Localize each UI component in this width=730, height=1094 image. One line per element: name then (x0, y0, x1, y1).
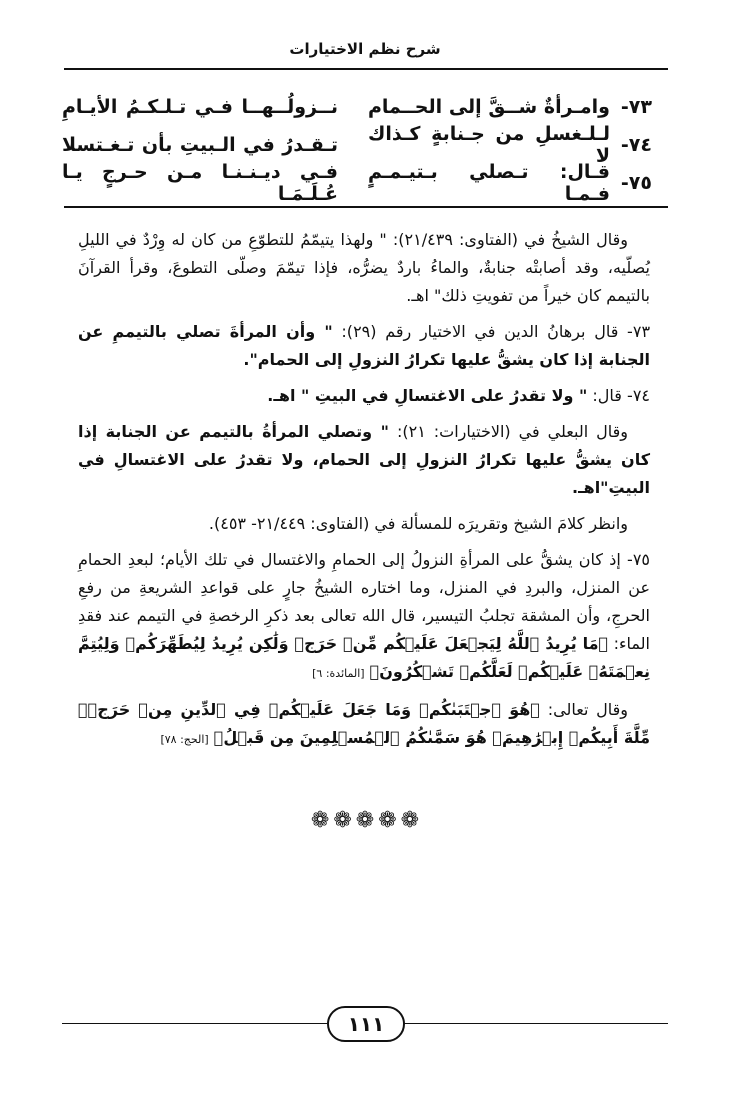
paragraph-second-verse (78, 696, 650, 754)
verse-second-hemistich: نــزولُــهــا فـي تـلـكـمُ الأيـامِ (62, 96, 338, 118)
quran-quote: ﴿مَا يُرِيدُ ٱللَّهُ لِيَجۡعَلَ عَلَيۡكُم مِّنۡ حَرَجٖ وَلَٰكِن يُرِيدُ لِيُطَهِّرَكُمۡ وَلِيُتِمَّ نِعۡمَتَهُۥ عَلَيۡكُمۡ لَعَلَّكُمۡ تَشۡكُرُونَ﴾ (78, 634, 650, 681)
verse-first-hemistich: قـال: تـصلي بـتيـمـمٍ فـمـا (368, 161, 610, 205)
verse-first-hemistich: لـلـغسلِ من جـنابةٍ كـذاك لا (368, 123, 610, 167)
running-header-title: شرح نظم الاختيارات (289, 40, 441, 58)
verse-block (62, 88, 652, 205)
flower-ornament-icon: ❁ (400, 808, 420, 833)
page-footer (0, 1003, 730, 1043)
verse-line (62, 123, 652, 167)
quran-reference: [الحج: ٧٨] (160, 733, 209, 746)
verse-first-hemistich: وامـرأةٌ شــقَّ إلى الحــمام (368, 96, 610, 118)
paragraph-lead: ٧٤- قال: (587, 386, 650, 405)
paragraph-lead: وقال البعلي في (الاختيارات: ٢١): (388, 422, 629, 441)
paragraph-verse-74 (78, 382, 650, 410)
verse-line (62, 161, 652, 205)
verse-number: ٧٤- (620, 134, 652, 156)
paragraph-lead: ٧٣- قال برهانُ الدين في الاختيار رقم (٢٩): (332, 322, 651, 341)
commentary-body (78, 226, 650, 762)
paragraph-baali-quote (78, 418, 650, 502)
footer-rule-right (403, 1023, 668, 1024)
page-number: ١١١ (327, 1006, 405, 1042)
verse-second-hemistich: فـي ديـنـنـا مـن حـرجٍ يـا عُـلَـمَـا (62, 161, 338, 205)
verses-rule (64, 206, 668, 208)
quoted-ruling: " ولا تقدرُ على الاغتسالِ في البيتِ " اهـ. (267, 386, 588, 405)
verse-line (62, 88, 652, 126)
flower-ornament-icon: ❁ (378, 808, 397, 833)
flower-ornament-icon: ❁ (355, 808, 375, 833)
paragraph-verse-75 (78, 546, 650, 688)
paragraph-text: ٧٥- إذ كان يشقُّ على المرأةِ النزولُ إلى الحمامِ والاغتسال في تلك الأيام؛ لبعدِ الحمامِ عن المنزل، والبردِ في المنزل، وما اختاره الشيخُ جارٍ على قواعدِ الشريعةِ من رفعِ الحرجِ، وأن المشقة تجلبُ التيسير، قال الله تعالى بعد ذكرِ الرخصةِ في التيمم عند فقدِ الماء: (78, 550, 651, 653)
paragraph-fatawa-quote: وقال الشيخُ في (الفتاوى: ٢١/٤٣٩): " ولهذا يتيمّمُ للتطوّعِ من كان له وِرْدٌ في الليلِ يُصلّيه، وقد أصابتْه جنابةٌ، والماءُ باردٌ يضرُّه، فإذا تيمّمَ وصلّى التطوعَ، وقرأ القرآنَ بالتيمم كان خيراً من تفويتِ ذلك" اهـ. (78, 230, 650, 305)
flower-ornament-icon: ❁ (310, 808, 330, 833)
quran-reference: [المائدة: ٦] (312, 667, 365, 680)
verse-number: ٧٣- (620, 96, 652, 118)
flower-ornament-icon: ❁ (333, 808, 352, 833)
quoted-ruling: " وتصلي المرأةُ بالتيمم عن الجنابة إذا كان يشقُّ عليها تكرارُ النزولِ إلى الحمام، ولا تقدرُ على الاغتسالِ في البيتِ"اهـ. (78, 422, 650, 497)
verse-second-hemistich: تـقـدرُ في الـبيتِ بأن تـغـتسلا (62, 134, 338, 156)
paragraph-text: وقال تعالى: (540, 700, 628, 719)
paragraph-see-also: وانظر كلامَ الشيخ وتقريرَه للمسألة في (الفتاوى: ٢١/٤٤٩- ٤٥٣). (208, 514, 628, 533)
section-divider (0, 808, 730, 833)
quran-quote: ﴿هُوَ ٱجۡتَبَىٰكُمۡ وَمَا جَعَلَ عَلَيۡكُمۡ فِي ٱلدِّينِ مِنۡ حَرَجٖۚ مِّلَّةَ أَبِيكُمۡ إِبۡرَٰهِيمَۚ هُوَ سَمَّىٰكُمُ ٱلۡمُسۡلِمِينَ مِن قَبۡلُ﴾ (78, 700, 650, 747)
verse-number: ٧٥- (620, 172, 652, 194)
footer-rule-left (62, 1023, 327, 1024)
paragraph-verse-73 (78, 318, 650, 374)
header-rule (64, 68, 668, 70)
quoted-ruling: " وأن المرأةَ تصلي بالتيممِ عن الجنابة إذا كان يشقُّ عليها تكرارُ النزولِ إلى الحمام". (78, 322, 650, 369)
